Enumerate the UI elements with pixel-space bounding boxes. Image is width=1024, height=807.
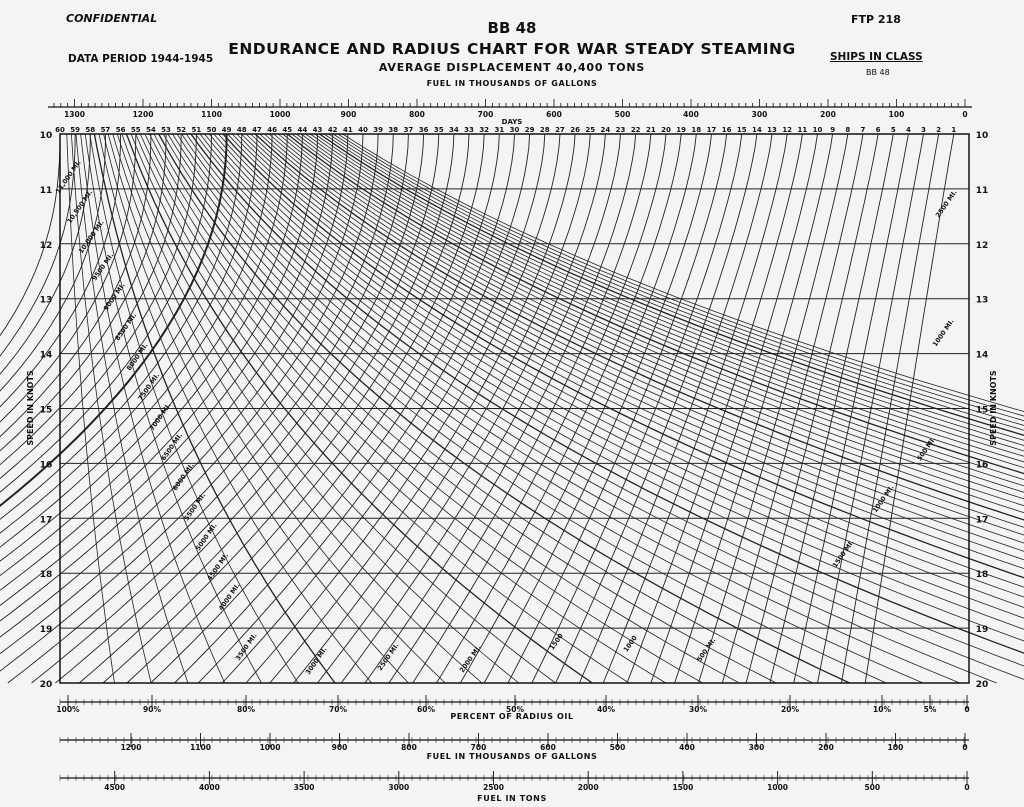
day-tick-label: 13 [767,126,777,134]
endurance-curve-label: 8000 MI. [124,341,150,373]
fuel-tons-axis-tick-label: 1000 [767,783,789,792]
bottom-gallons-axis-tick-label: 200 [818,743,834,752]
chart-subtitle: AVERAGE DISPLACEMENT 40,400 TONS [378,61,646,74]
speed-tick-label-right: 12 [975,240,989,251]
radius-curve-label: 1500 [547,632,565,652]
speed-tick-label-right: 11 [975,185,989,196]
ships-in-class-label: SHIPS IN CLASS [830,51,923,63]
bottom-gallons-axis-tick-label: 900 [331,743,348,752]
day-tick-label: 41 [342,126,353,134]
bottom-gallons-axis-tick-label: 500 [609,743,626,752]
speed-tick-label-left: 15 [39,405,53,416]
endurance-curve-label: 8500 MI. [113,311,139,343]
top-gallons-tick-label: 100 [888,110,905,119]
fuel-tons-axis-tick-label: 1500 [672,783,694,792]
fuel-tons-axis-tick-label: 4500 [104,783,126,792]
day-tick-label: 52 [176,126,187,134]
day-tick-label: 10 [812,126,823,134]
speed-tick-label-right: 14 [975,350,989,361]
endurance-curve-label: 7000 MI. [147,401,173,433]
day-tick-label: 39 [373,126,384,134]
endurance-curve-label: 9500 MI. [90,251,116,283]
bottom-gallons-axis-label: FUEL IN THOUSANDS OF GALLONS [426,752,598,761]
radius-curve-label: 1000 MI. [930,317,956,349]
top-gallons-tick-label: 700 [477,110,494,119]
radius-axis-tick-label: 5% [923,705,937,714]
day-tick-label: 19 [676,126,687,134]
day-tick-label: 2 [936,126,942,134]
day-tick-label: 27 [555,126,565,134]
endurance-curve-label: 4500 MI. [205,551,231,583]
day-tick-label: 34 [449,126,459,134]
day-tick-label: 24 [600,126,611,134]
day-tick-label: 1 [951,126,957,134]
bottom-gallons-axis-tick-label: 1100 [190,743,211,752]
day-tick-label: 31 [494,126,505,134]
top-gallons-tick-label: 1100 [201,110,222,119]
chart-title: ENDURANCE AND RADIUS CHART FOR WAR STEADY STEAMING [228,40,796,58]
days-axis-label: DAYS [501,118,523,126]
radius-curve-label: 3500 MI. [233,631,259,663]
bottom-gallons-axis-tick-label: 800 [401,743,417,752]
day-tick-label: 7 [860,126,866,134]
radius-axis-tick-label: 0 [964,705,970,714]
day-tick-label: 35 [433,126,444,134]
top-gallons-tick-label: 900 [340,110,357,119]
document-number: FTP 218 [851,13,901,26]
bottom-gallons-axis-tick-label: 600 [540,743,556,752]
day-tick-label: 17 [706,126,717,134]
day-tick-label: 4 [905,126,911,134]
day-tick-label: 23 [615,126,626,134]
bottom-gallons-axis-tick-label: 300 [748,743,765,752]
day-tick-label: 28 [539,126,550,134]
radius-axis-tick-label: 70% [329,705,347,714]
day-tick-label: 40 [358,126,368,134]
speed-tick-label-right: 10 [975,131,989,141]
top-gallons-tick-label: 400 [683,110,699,119]
speed-tick-label-right: 13 [975,295,989,306]
speed-tick-label-right: 19 [975,625,989,636]
day-tick-label: 8 [845,126,851,134]
speed-tick-label-left: 13 [39,295,53,306]
bottom-gallons-axis-tick-label: 0 [962,743,968,752]
day-tick-label: 54 [146,126,156,134]
bottom-gallons-axis-tick-label: 700 [470,743,487,752]
day-tick-label: 56 [115,126,126,134]
radius-curve-label: 1000 [621,634,639,654]
radius-curve-label: 3000 MI. [303,645,329,677]
day-tick-label: 26 [570,126,580,134]
day-tick-label: 20 [661,126,671,134]
top-gallons-tick-label: 1200 [132,110,154,119]
fuel-tons-axis-tick-label: 4000 [198,783,220,792]
radius-curve-label: 2500 MI. [375,641,401,673]
day-tick-label: 55 [130,126,141,134]
day-tick-label: 18 [691,126,702,134]
radius-axis-label: PERCENT OF RADIUS OIL [450,712,574,721]
day-tick-label: 38 [388,126,399,134]
radius-axis-tick-label: 30% [689,705,707,714]
day-tick-label: 9 [830,126,836,134]
ships-in-class-value: BB 48 [866,68,890,77]
day-tick-label: 49 [221,126,232,134]
speed-tick-label-left: 18 [39,570,53,581]
fuel-tons-axis-tick-label: 500 [864,783,881,792]
day-tick-label: 32 [479,126,490,134]
radius-axis-tick-label: 80% [237,705,255,714]
day-tick-label: 6 [875,126,881,134]
speed-tick-label-left: 17 [39,515,53,526]
day-tick-label: 50 [206,126,217,134]
endurance-curve-label: 11,000 MI. [53,158,83,195]
fuel-tons-axis-tick-label: 3000 [388,783,410,792]
day-tick-label: 59 [70,126,81,134]
endurance-curve-label: 10,000 MI. [76,218,106,255]
radius-axis-tick-label: 50% [506,705,524,714]
bottom-gallons-axis-tick-label: 1000 [259,743,281,752]
top-gallons-tick-label: 1000 [269,110,291,119]
speed-axis-label-left: SPEED IN KNOTS [26,370,35,446]
day-tick-label: 57 [100,126,111,134]
radius-curve-label: 2500 MI. [933,188,959,220]
endurance-curve-label: 6500 MI. [159,431,185,463]
radius-curve-label: 500 MI. [695,636,718,664]
ship-designation: BB 48 [487,19,537,37]
day-tick-label: 45 [282,126,293,134]
radius-axis-tick-label: 90% [143,705,161,714]
day-tick-label: 15 [736,126,747,134]
radius-curve-label: 1500 MI. [830,538,856,570]
day-tick-label: 30 [509,126,520,134]
top-gallons-tick-label: 500 [614,110,631,119]
top-gallons-axis-label: FUEL IN THOUSANDS OF GALLONS [426,79,598,88]
speed-tick-label-left: 14 [39,350,53,361]
day-tick-label: 21 [645,126,656,134]
radius-axis-tick-label: 60% [417,705,435,714]
fuel-tons-axis-tick-label: 2000 [577,783,599,792]
day-tick-label: 12 [782,126,793,134]
endurance-curve-label: 5500 MI. [182,491,208,523]
day-tick-label: 25 [585,126,596,134]
day-tick-label: 22 [630,126,641,134]
top-gallons-tick-label: 300 [751,110,768,119]
day-tick-label: 14 [752,126,762,134]
endurance-curve-label: 7500 MI. [136,371,162,403]
classification-mark: CONFIDENTIAL [66,12,158,25]
day-tick-label: 51 [191,126,202,134]
radius-axis-tick-label: 40% [597,705,615,714]
speed-tick-label-left: 20 [39,680,53,690]
speed-tick-label-left: 12 [39,240,53,251]
top-gallons-tick-label: 200 [820,110,836,119]
fuel-tons-axis-label: FUEL IN TONS [477,794,547,803]
day-tick-label: 16 [721,126,732,134]
bottom-gallons-axis-tick-label: 1200 [120,743,142,752]
radius-curve-label: 1000 MI. [870,483,896,515]
day-tick-label: 47 [252,126,262,134]
fuel-tons-axis-tick-label: 2500 [483,783,504,792]
day-tick-label: 48 [236,126,247,134]
endurance-curve-label: 4000 MI. [216,581,242,613]
speed-tick-label-right: 17 [975,515,989,526]
radius-curve-label: 2000 MI. [457,643,483,675]
bottom-gallons-axis-tick-label: 400 [679,743,695,752]
day-tick-label: 58 [85,126,96,134]
speed-tick-label-right: 18 [975,570,989,581]
day-tick-label: 33 [464,126,474,134]
day-tick-label: 42 [327,126,338,134]
top-gallons-tick-label: 800 [409,110,425,119]
speed-tick-label-left: 19 [39,625,53,636]
day-tick-label: 36 [418,126,429,134]
endurance-curve-label: 9000 MI. [101,281,127,313]
speed-tick-label-right: 15 [975,405,989,416]
speed-tick-label-left: 16 [39,460,53,471]
day-tick-label: 46 [267,126,277,134]
day-tick-label: 29 [524,126,535,134]
speed-axis-label-right: SPEED IN KNOTS [989,370,998,446]
top-gallons-tick-label: 0 [962,110,968,119]
top-gallons-tick-label: 1300 [64,110,85,119]
speed-tick-label-left: 11 [39,185,53,196]
day-tick-label: 43 [312,126,323,134]
day-tick-label: 44 [297,126,308,134]
day-tick-label: 37 [403,126,414,134]
radius-curve-label: 500 MI. [915,435,938,463]
endurance-curve-label: 6000 MI. [170,461,196,493]
bottom-gallons-axis-tick-label: 100 [887,743,904,752]
endurance-curve-label: 5000 MI. [193,521,219,553]
radius-axis-tick-label: 20% [781,705,799,714]
speed-tick-label-right: 20 [975,680,989,690]
speed-tick-label-right: 16 [975,460,989,471]
fuel-tons-axis-tick-label: 0 [964,783,970,792]
day-tick-label: 5 [890,126,896,134]
speed-tick-label-left: 10 [39,131,53,141]
radius-axis-tick-label: 10% [873,705,891,714]
endurance-curve-label: 10,500 MI. [65,188,95,225]
radius-axis-tick-label: 100% [56,705,80,714]
data-period: DATA PERIOD 1944-1945 [68,53,214,65]
day-tick-label: 53 [161,126,171,134]
fuel-tons-axis-tick-label: 3500 [293,783,315,792]
day-tick-label: 60 [55,126,65,134]
top-gallons-tick-label: 600 [546,110,562,119]
day-tick-label: 11 [797,126,808,134]
day-tick-label: 3 [921,126,926,134]
